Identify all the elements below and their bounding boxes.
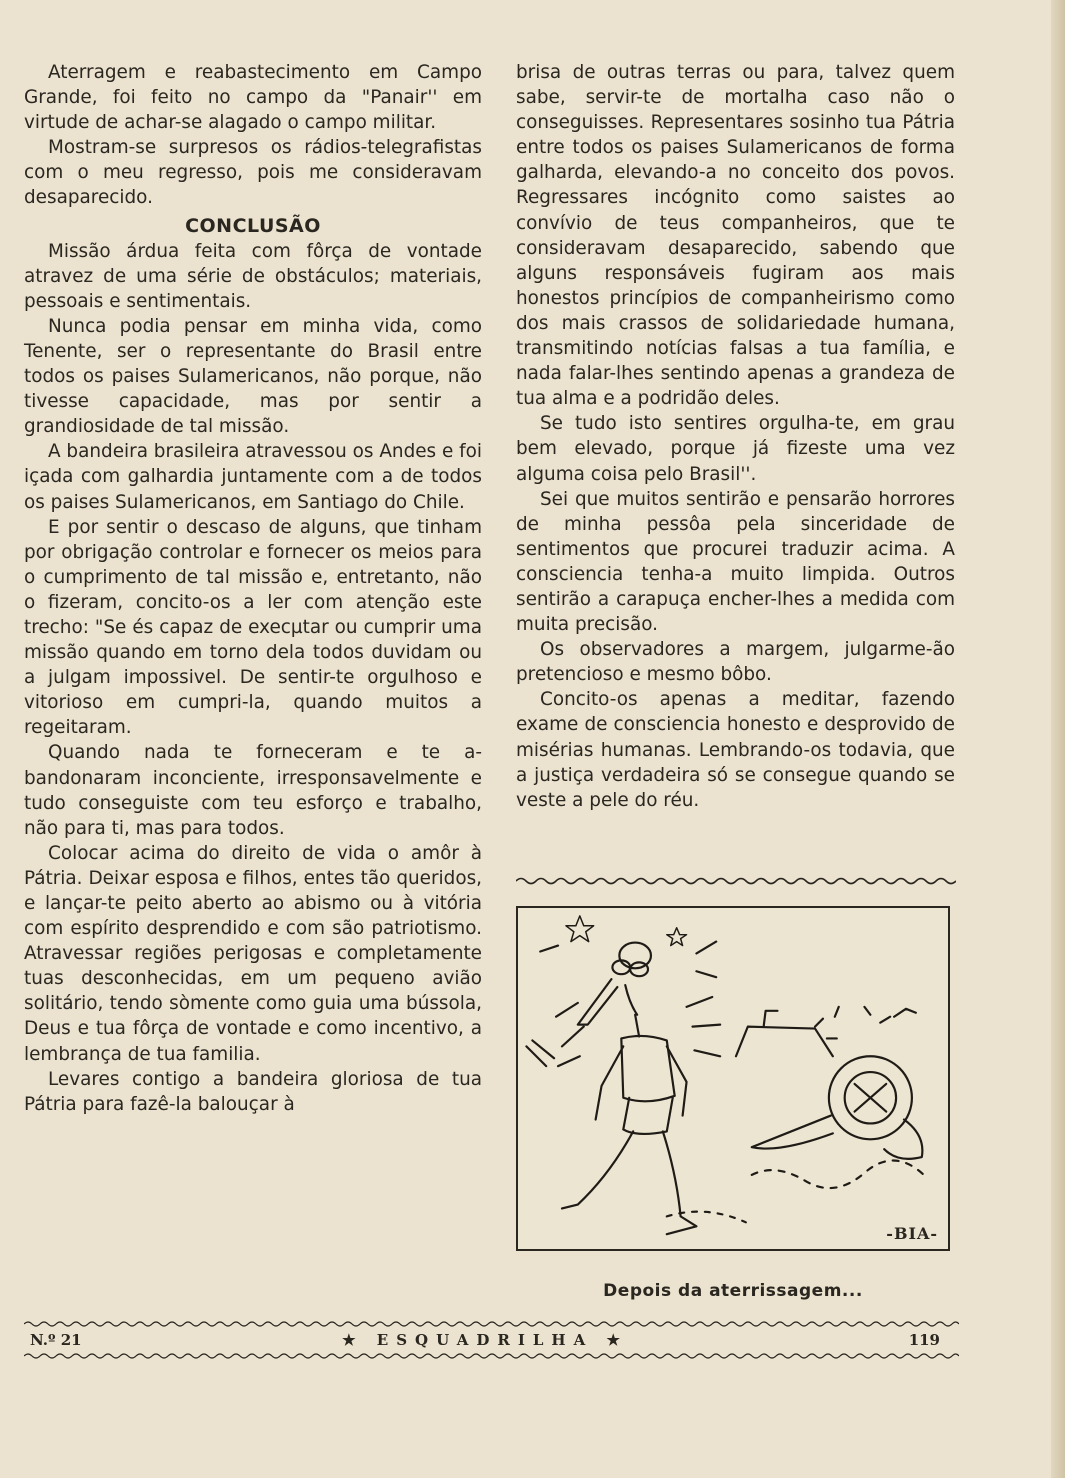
paragraph: Quando nada te forneceram e te abandonaram inconciente, irresponsavelmente e tudo conseguiste com teu esforço e trabalho, não para ti, mas para todos. [24,742,482,839]
cartoon-illustration [516,906,950,1251]
paragraph: Colocar acima do direito de vida o amôr à Pátria. Deixar esposa e filhos, entes tão queridos, e lançar-te peito aberto ao abismo ou à vitória com espírito desprendido e com são patriotismo. Atravessar regiões perigosas e completamente tuas desconhecidas, em um pequeno avião solitário, tendo sòmente como guia uma bússola, Deus e tua fôrça de vontade e como incentivo, a lembrança de tua familia. [24,842,482,1065]
paragraph: E por sentir o descaso de alguns, que tinham por obrigação controlar e fornecer os meios para o cumprimento de tal missão e, entretanto, não o fizeram, concito-os a ler com atenção este trecho: "Se és capaz de execµtar ou cumprir uma missão quando em torno dela todos duvidam ou a julgam impossivel. De sentir-te orgulhoso e vitorioso em cumpri-la, quando muitos a regeitaram. [24,516,482,739]
paragraph: Concito-os apenas a meditar, fazendo exame de consciencia honesto e desprovido de misérias humanas. Lembrando-os todavia, que a justiça verdadeira só se consegue quando se veste a pele do réu. [516,689,955,811]
paragraph: Missão árdua feita com fôrça de vontade atravez de uma série de obstáculos; materiais, pessoais e sentimentais. [24,240,482,312]
artist-signature: -BIA- [886,1224,938,1243]
right-column [516,60,955,813]
wavy-divider [516,876,956,886]
paragraph: Nunca podia pensar em minha vida, como Tenente, ser o representante do Brasil entre todos os paises Sulamericanos, não porque, não tivesse capacidade, mas por sentir a grandiosidade de tal missão. [24,315,482,438]
issue-number: N.º 21 [30,1331,82,1349]
page-edge [1051,0,1065,1478]
cartoon-caption: Depois da aterrissagem... [603,1281,863,1301]
section-title: CONCLUSÃO [185,214,321,237]
page-number: 119 [908,1331,940,1349]
paragraph: A bandeira brasileira atravessou os Andes e foi içada com galhardia juntamente com a de todos os paises Sulamericanos, em Santiago do Chile. [24,441,482,513]
footer-top-wave [24,1320,959,1328]
magazine-title: ★ ESQUADRILHA ★ [342,1331,628,1349]
paragraph: Levares contigo a bandeira gloriosa de tua Pátria para fazê-la balouçar à [24,1068,482,1115]
paragraph-continued: brisa de outras terras ou para, talvez quem sabe, servir-te de mortalha caso não o conseguisses. Representares sosinho tua Pátria entre todos os paises Sulamericanos de forma galharda, elevando-a no conceito dos povos. Regressares incógnito como saistes ao convívio de teus companheiros, que te consideravam desaparecido, sabendo que alguns responsáveis fugiram aos mais honestos princípios de companheirismo como dos mais crassos de solidariedade humana, transmitindo notícias falsas a tua família, e nada falar-lhes sentindo apenas a grandeza de tua alma e a podridão deles. [516,62,955,410]
paragraph: Mostram-se surpresos os rádios-telegrafistas com o meu regresso, pois me consideravam desaparecido. [24,137,482,209]
cartoon-drawing [518,908,948,1249]
left-column [24,60,482,1117]
paragraph: Se tudo isto sentires orgulha-te, em grau bem elevado, porque já fizeste uma vez alguma coisa pelo Brasil''. [516,413,955,485]
paragraph: Aterragem e reabastecimento em Campo Grande, foi feito no campo da "Panair'' em virtude de achar-se alagado o campo militar. [24,62,482,134]
footer-bottom-wave [24,1352,959,1360]
paragraph: Os observadores a margem, julgarme-ão pretencioso e mesmo bôbo. [516,639,955,686]
paragraph: Sei que muitos sentirão e pensarão horrores de minha pessôa pela sinceridade de sentimentos que procurei traduzir acima. A consciencia tenha-a muito limpida. Outros sentirão a carapuça encher-lhes a medida com muita precisão. [516,488,955,636]
